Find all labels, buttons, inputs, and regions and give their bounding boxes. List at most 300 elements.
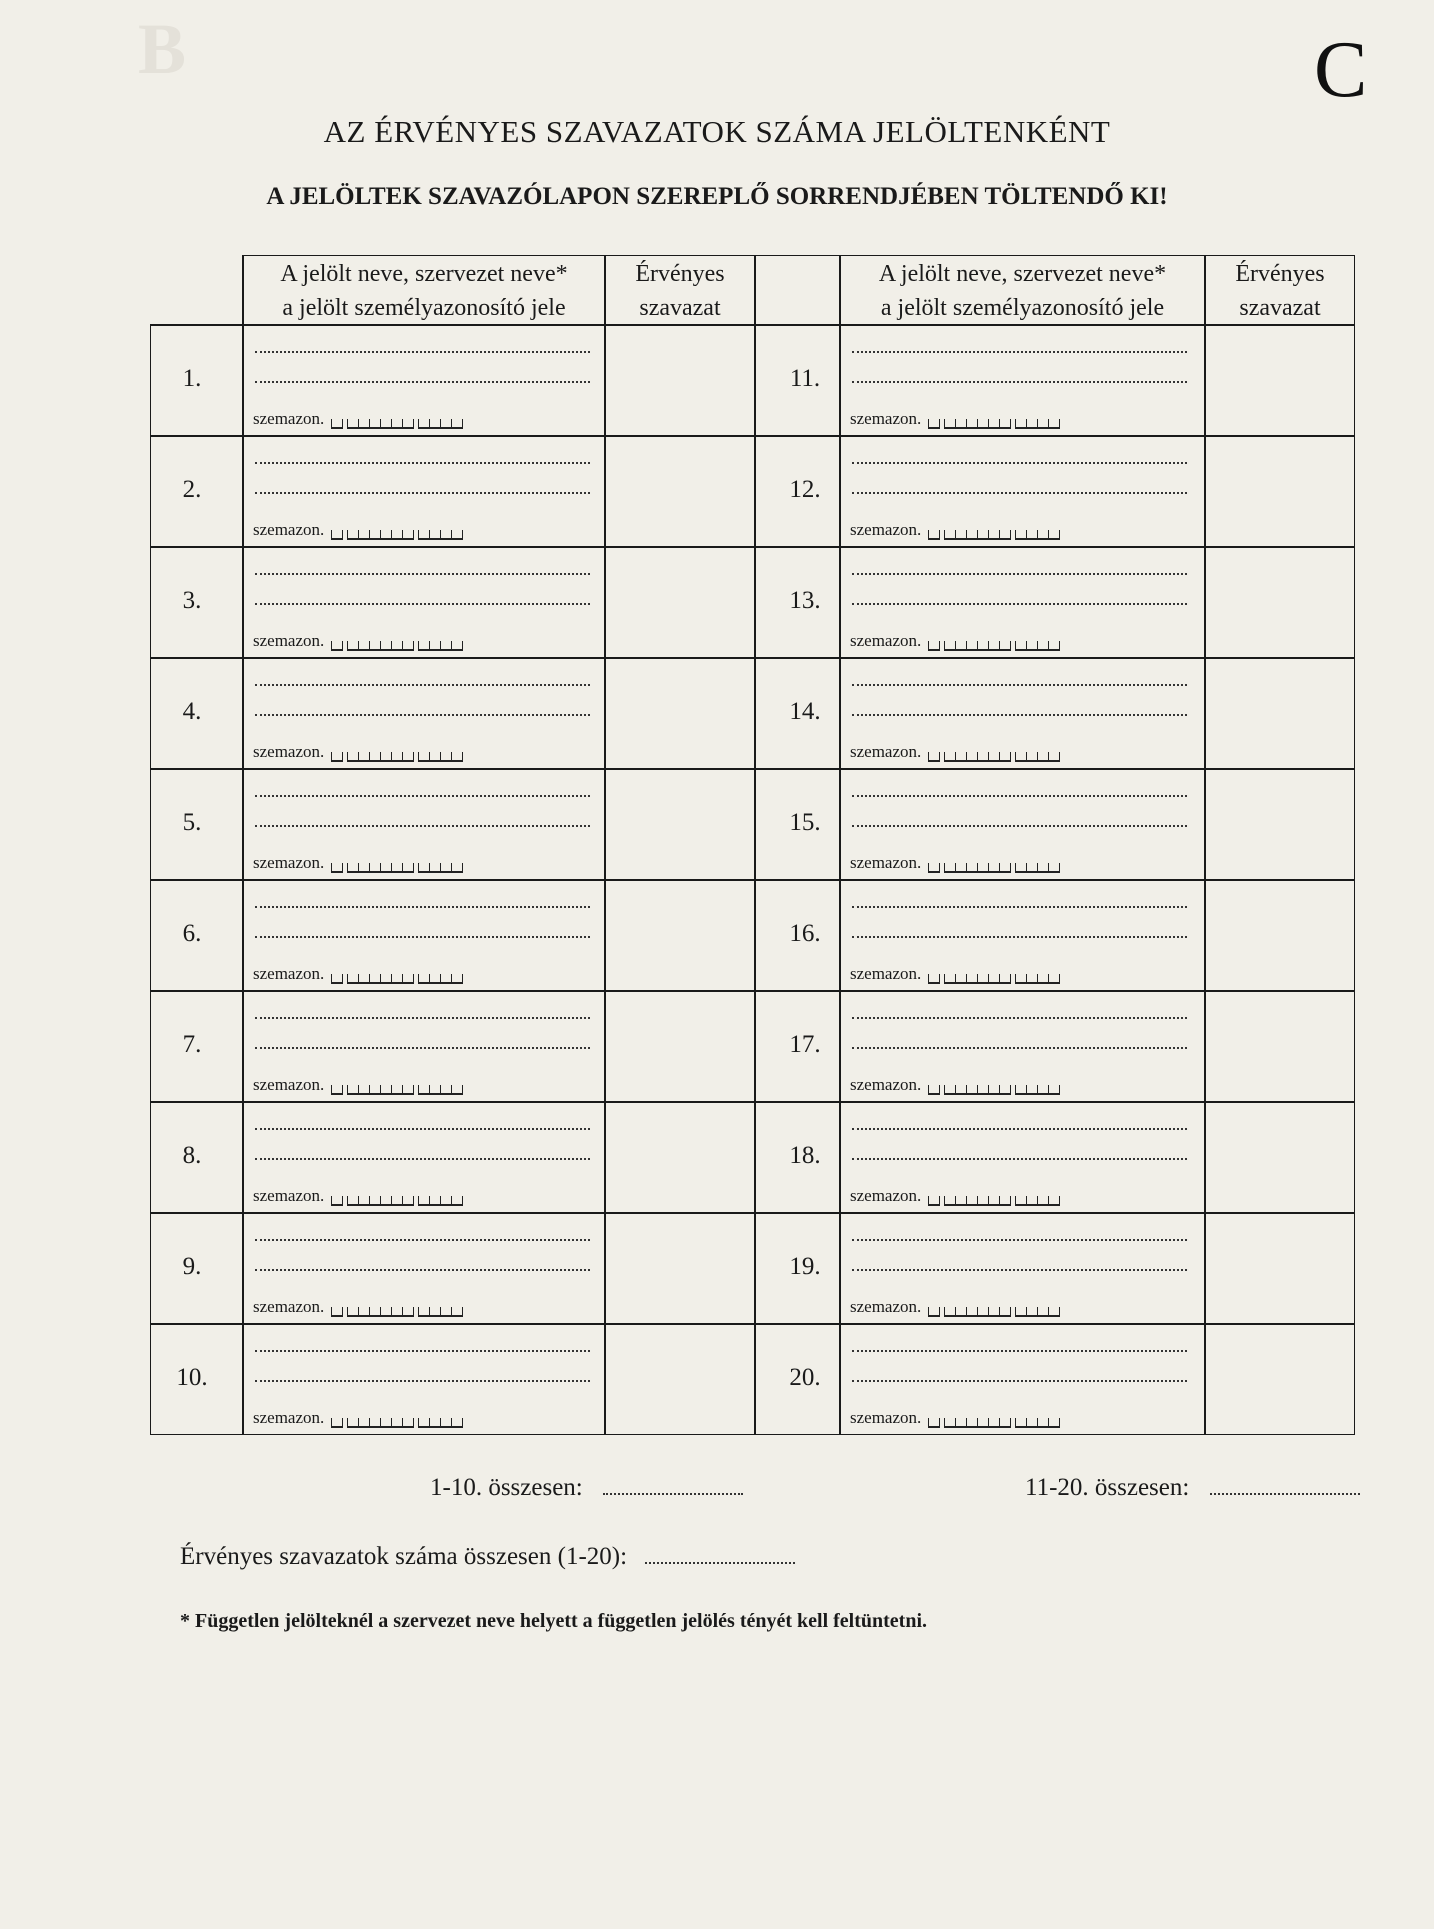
candidate-name-field[interactable] — [255, 381, 590, 383]
candidate-name-field[interactable] — [255, 714, 590, 716]
id-digit-box[interactable] — [429, 1418, 440, 1428]
id-digit-box[interactable] — [955, 1307, 966, 1317]
id-digit-box[interactable] — [1015, 1307, 1026, 1317]
id-digit-boxes[interactable] — [928, 863, 940, 873]
id-digit-boxes[interactable] — [331, 1418, 343, 1428]
valid-votes-cell[interactable] — [1205, 658, 1355, 769]
id-digit-box[interactable] — [955, 530, 966, 540]
id-digit-box[interactable] — [331, 863, 343, 873]
id-digit-box[interactable] — [1015, 1085, 1026, 1095]
id-digit-box[interactable] — [1048, 530, 1060, 540]
id-digit-box[interactable] — [391, 1418, 402, 1428]
id-digit-boxes[interactable] — [928, 1085, 940, 1095]
id-digit-box[interactable] — [391, 1196, 402, 1206]
valid-votes-cell[interactable] — [1205, 1213, 1355, 1324]
id-digit-box[interactable] — [928, 1085, 940, 1095]
candidate-name-field[interactable] — [255, 1047, 590, 1049]
candidate-name-field[interactable] — [852, 1269, 1187, 1271]
id-digit-box[interactable] — [944, 1085, 955, 1095]
id-digit-box[interactable] — [1037, 1418, 1048, 1428]
valid-votes-cell[interactable] — [1205, 769, 1355, 880]
id-digit-box[interactable] — [358, 1418, 369, 1428]
id-digit-box[interactable] — [347, 419, 358, 429]
id-digit-boxes[interactable] — [418, 752, 463, 762]
id-digit-boxes[interactable] — [1015, 530, 1060, 540]
id-digit-box[interactable] — [440, 863, 451, 873]
id-digit-boxes[interactable] — [944, 530, 1011, 540]
id-digit-box[interactable] — [391, 1085, 402, 1095]
valid-votes-cell[interactable] — [1205, 991, 1355, 1102]
candidate-name-field[interactable] — [852, 573, 1187, 575]
id-digit-box[interactable] — [402, 530, 414, 540]
subtotal-1-10-field[interactable] — [603, 1489, 743, 1495]
id-digit-box[interactable] — [358, 530, 369, 540]
id-digit-box[interactable] — [369, 1196, 380, 1206]
id-digit-box[interactable] — [928, 863, 940, 873]
id-digit-box[interactable] — [1015, 752, 1026, 762]
personal-id-field[interactable] — [253, 520, 463, 540]
id-digit-box[interactable] — [358, 752, 369, 762]
personal-id-field[interactable] — [253, 1297, 463, 1317]
id-digit-boxes[interactable] — [331, 1085, 343, 1095]
id-digit-boxes[interactable] — [347, 1307, 414, 1317]
id-digit-box[interactable] — [380, 1418, 391, 1428]
id-digit-boxes[interactable] — [1015, 641, 1060, 651]
id-digit-box[interactable] — [966, 1418, 977, 1428]
id-digit-box[interactable] — [418, 1418, 429, 1428]
id-digit-box[interactable] — [391, 641, 402, 651]
id-digit-box[interactable] — [331, 1085, 343, 1095]
id-digit-box[interactable] — [380, 1307, 391, 1317]
candidate-name-field[interactable] — [852, 603, 1187, 605]
id-digit-box[interactable] — [966, 863, 977, 873]
valid-votes-cell[interactable] — [1205, 1102, 1355, 1213]
id-digit-box[interactable] — [1048, 1418, 1060, 1428]
id-digit-box[interactable] — [440, 1196, 451, 1206]
id-digit-box[interactable] — [331, 1418, 343, 1428]
id-digit-box[interactable] — [1026, 1307, 1037, 1317]
candidate-name-field[interactable] — [852, 1239, 1187, 1241]
id-digit-box[interactable] — [955, 1418, 966, 1428]
id-digit-box[interactable] — [369, 752, 380, 762]
id-digit-box[interactable] — [928, 1418, 940, 1428]
id-digit-box[interactable] — [369, 1418, 380, 1428]
id-digit-boxes[interactable] — [928, 530, 940, 540]
personal-id-field[interactable] — [850, 742, 1060, 762]
id-digit-box[interactable] — [988, 1418, 999, 1428]
personal-id-field[interactable] — [850, 631, 1060, 651]
id-digit-box[interactable] — [331, 974, 343, 984]
id-digit-box[interactable] — [977, 752, 988, 762]
id-digit-box[interactable] — [1037, 863, 1048, 873]
id-digit-boxes[interactable] — [418, 419, 463, 429]
id-digit-box[interactable] — [955, 641, 966, 651]
personal-id-field[interactable] — [253, 853, 463, 873]
id-digit-boxes[interactable] — [944, 1307, 1011, 1317]
id-digit-box[interactable] — [1026, 1418, 1037, 1428]
candidate-name-field[interactable] — [255, 351, 590, 353]
id-digit-box[interactable] — [944, 863, 955, 873]
id-digit-box[interactable] — [331, 1307, 343, 1317]
personal-id-field[interactable] — [850, 1408, 1060, 1428]
id-digit-box[interactable] — [977, 641, 988, 651]
id-digit-boxes[interactable] — [347, 974, 414, 984]
id-digit-boxes[interactable] — [1015, 1307, 1060, 1317]
id-digit-box[interactable] — [955, 863, 966, 873]
id-digit-box[interactable] — [380, 974, 391, 984]
id-digit-box[interactable] — [999, 530, 1011, 540]
id-digit-box[interactable] — [928, 641, 940, 651]
id-digit-box[interactable] — [999, 863, 1011, 873]
id-digit-box[interactable] — [944, 974, 955, 984]
id-digit-box[interactable] — [440, 530, 451, 540]
id-digit-boxes[interactable] — [928, 974, 940, 984]
id-digit-box[interactable] — [955, 974, 966, 984]
id-digit-boxes[interactable] — [347, 641, 414, 651]
id-digit-boxes[interactable] — [944, 1418, 1011, 1428]
id-digit-boxes[interactable] — [1015, 1085, 1060, 1095]
id-digit-box[interactable] — [451, 641, 463, 651]
id-digit-box[interactable] — [955, 752, 966, 762]
id-digit-box[interactable] — [429, 1196, 440, 1206]
id-digit-box[interactable] — [1037, 1307, 1048, 1317]
id-digit-box[interactable] — [1037, 419, 1048, 429]
id-digit-box[interactable] — [369, 1307, 380, 1317]
personal-id-field[interactable] — [253, 409, 463, 429]
id-digit-box[interactable] — [402, 1307, 414, 1317]
id-digit-box[interactable] — [1037, 530, 1048, 540]
candidate-name-field[interactable] — [255, 825, 590, 827]
id-digit-box[interactable] — [380, 530, 391, 540]
id-digit-box[interactable] — [358, 1196, 369, 1206]
valid-votes-cell[interactable] — [605, 325, 755, 436]
id-digit-box[interactable] — [977, 974, 988, 984]
id-digit-boxes[interactable] — [944, 863, 1011, 873]
id-digit-box[interactable] — [402, 1196, 414, 1206]
id-digit-box[interactable] — [988, 1196, 999, 1206]
id-digit-box[interactable] — [1037, 752, 1048, 762]
id-digit-box[interactable] — [429, 1085, 440, 1095]
valid-votes-cell[interactable] — [605, 547, 755, 658]
id-digit-box[interactable] — [451, 530, 463, 540]
candidate-name-field[interactable] — [852, 906, 1187, 908]
candidate-name-field[interactable] — [255, 936, 590, 938]
id-digit-box[interactable] — [347, 752, 358, 762]
valid-votes-cell[interactable] — [605, 769, 755, 880]
id-digit-box[interactable] — [1026, 419, 1037, 429]
id-digit-box[interactable] — [966, 1085, 977, 1095]
candidate-name-field[interactable] — [852, 795, 1187, 797]
id-digit-box[interactable] — [928, 419, 940, 429]
id-digit-boxes[interactable] — [347, 863, 414, 873]
id-digit-box[interactable] — [1026, 1196, 1037, 1206]
id-digit-boxes[interactable] — [928, 419, 940, 429]
personal-id-field[interactable] — [253, 742, 463, 762]
id-digit-box[interactable] — [418, 752, 429, 762]
id-digit-box[interactable] — [380, 419, 391, 429]
id-digit-box[interactable] — [977, 1418, 988, 1428]
id-digit-box[interactable] — [1048, 1085, 1060, 1095]
id-digit-box[interactable] — [347, 974, 358, 984]
id-digit-box[interactable] — [944, 530, 955, 540]
personal-id-field[interactable] — [253, 631, 463, 651]
id-digit-box[interactable] — [429, 752, 440, 762]
id-digit-box[interactable] — [429, 863, 440, 873]
id-digit-box[interactable] — [988, 974, 999, 984]
id-digit-box[interactable] — [1015, 419, 1026, 429]
id-digit-box[interactable] — [358, 641, 369, 651]
id-digit-boxes[interactable] — [1015, 1418, 1060, 1428]
id-digit-box[interactable] — [391, 974, 402, 984]
id-digit-box[interactable] — [440, 1307, 451, 1317]
id-digit-box[interactable] — [369, 974, 380, 984]
id-digit-box[interactable] — [988, 752, 999, 762]
id-digit-box[interactable] — [347, 1085, 358, 1095]
id-digit-box[interactable] — [977, 1307, 988, 1317]
id-digit-boxes[interactable] — [347, 1085, 414, 1095]
id-digit-box[interactable] — [1037, 974, 1048, 984]
id-digit-box[interactable] — [944, 1418, 955, 1428]
id-digit-boxes[interactable] — [418, 1085, 463, 1095]
id-digit-box[interactable] — [418, 1196, 429, 1206]
id-digit-box[interactable] — [369, 1085, 380, 1095]
id-digit-box[interactable] — [977, 419, 988, 429]
id-digit-box[interactable] — [1015, 974, 1026, 984]
valid-votes-cell[interactable] — [1205, 547, 1355, 658]
id-digit-box[interactable] — [988, 641, 999, 651]
id-digit-box[interactable] — [358, 863, 369, 873]
candidate-name-field[interactable] — [852, 1128, 1187, 1130]
valid-votes-cell[interactable] — [605, 436, 755, 547]
candidate-name-field[interactable] — [255, 1239, 590, 1241]
id-digit-box[interactable] — [402, 863, 414, 873]
id-digit-box[interactable] — [944, 641, 955, 651]
id-digit-box[interactable] — [331, 419, 343, 429]
candidate-name-field[interactable] — [852, 684, 1187, 686]
candidate-name-field[interactable] — [255, 603, 590, 605]
id-digit-box[interactable] — [955, 1085, 966, 1095]
id-digit-box[interactable] — [429, 419, 440, 429]
id-digit-boxes[interactable] — [331, 641, 343, 651]
id-digit-boxes[interactable] — [331, 974, 343, 984]
candidate-name-field[interactable] — [852, 492, 1187, 494]
id-digit-box[interactable] — [418, 530, 429, 540]
personal-id-field[interactable] — [253, 1186, 463, 1206]
id-digit-box[interactable] — [1026, 863, 1037, 873]
id-digit-box[interactable] — [1037, 1085, 1048, 1095]
candidate-name-field[interactable] — [852, 1350, 1187, 1352]
valid-votes-cell[interactable] — [1205, 436, 1355, 547]
valid-votes-cell[interactable] — [1205, 1324, 1355, 1435]
personal-id-field[interactable] — [850, 853, 1060, 873]
id-digit-boxes[interactable] — [944, 419, 1011, 429]
candidate-name-field[interactable] — [852, 1017, 1187, 1019]
id-digit-box[interactable] — [1037, 1196, 1048, 1206]
candidate-name-field[interactable] — [255, 1158, 590, 1160]
id-digit-box[interactable] — [1048, 974, 1060, 984]
candidate-name-field[interactable] — [255, 684, 590, 686]
id-digit-box[interactable] — [380, 1196, 391, 1206]
id-digit-boxes[interactable] — [928, 752, 940, 762]
id-digit-box[interactable] — [347, 530, 358, 540]
id-digit-box[interactable] — [402, 974, 414, 984]
id-digit-box[interactable] — [418, 863, 429, 873]
id-digit-box[interactable] — [1015, 530, 1026, 540]
id-digit-boxes[interactable] — [347, 1418, 414, 1428]
id-digit-boxes[interactable] — [331, 1307, 343, 1317]
candidate-name-field[interactable] — [852, 1047, 1187, 1049]
id-digit-boxes[interactable] — [331, 863, 343, 873]
subtotal-11-20-field[interactable] — [1210, 1489, 1360, 1495]
id-digit-box[interactable] — [418, 641, 429, 651]
id-digit-box[interactable] — [440, 1418, 451, 1428]
personal-id-field[interactable] — [850, 520, 1060, 540]
candidate-name-field[interactable] — [255, 573, 590, 575]
candidate-name-field[interactable] — [255, 795, 590, 797]
id-digit-box[interactable] — [1048, 1196, 1060, 1206]
id-digit-boxes[interactable] — [944, 641, 1011, 651]
id-digit-box[interactable] — [1026, 1085, 1037, 1095]
id-digit-box[interactable] — [1015, 1418, 1026, 1428]
id-digit-box[interactable] — [369, 641, 380, 651]
personal-id-field[interactable] — [850, 1075, 1060, 1095]
id-digit-box[interactable] — [331, 1196, 343, 1206]
id-digit-box[interactable] — [380, 752, 391, 762]
id-digit-box[interactable] — [1015, 1196, 1026, 1206]
id-digit-box[interactable] — [988, 530, 999, 540]
id-digit-box[interactable] — [966, 752, 977, 762]
id-digit-box[interactable] — [1026, 974, 1037, 984]
personal-id-field[interactable] — [850, 409, 1060, 429]
id-digit-box[interactable] — [977, 1085, 988, 1095]
personal-id-field[interactable] — [253, 1408, 463, 1428]
id-digit-box[interactable] — [988, 419, 999, 429]
candidate-name-field[interactable] — [852, 1158, 1187, 1160]
id-digit-box[interactable] — [429, 530, 440, 540]
id-digit-box[interactable] — [966, 641, 977, 651]
id-digit-box[interactable] — [955, 1196, 966, 1206]
candidate-name-field[interactable] — [255, 1128, 590, 1130]
candidate-name-field[interactable] — [255, 492, 590, 494]
valid-votes-cell[interactable] — [605, 658, 755, 769]
id-digit-boxes[interactable] — [347, 1196, 414, 1206]
id-digit-boxes[interactable] — [928, 1418, 940, 1428]
id-digit-box[interactable] — [977, 530, 988, 540]
valid-votes-cell[interactable] — [1205, 880, 1355, 991]
id-digit-box[interactable] — [1048, 752, 1060, 762]
id-digit-box[interactable] — [347, 1307, 358, 1317]
id-digit-boxes[interactable] — [418, 1418, 463, 1428]
id-digit-box[interactable] — [955, 419, 966, 429]
id-digit-box[interactable] — [988, 1085, 999, 1095]
id-digit-boxes[interactable] — [347, 419, 414, 429]
id-digit-box[interactable] — [988, 863, 999, 873]
id-digit-boxes[interactable] — [944, 974, 1011, 984]
id-digit-box[interactable] — [966, 1196, 977, 1206]
candidate-name-field[interactable] — [255, 1350, 590, 1352]
id-digit-box[interactable] — [402, 752, 414, 762]
id-digit-box[interactable] — [928, 1307, 940, 1317]
id-digit-box[interactable] — [331, 752, 343, 762]
id-digit-box[interactable] — [944, 1307, 955, 1317]
id-digit-boxes[interactable] — [418, 1196, 463, 1206]
id-digit-box[interactable] — [380, 863, 391, 873]
id-digit-box[interactable] — [1037, 641, 1048, 651]
valid-votes-cell[interactable] — [605, 1102, 755, 1213]
id-digit-boxes[interactable] — [928, 641, 940, 651]
candidate-name-field[interactable] — [852, 1380, 1187, 1382]
candidate-name-field[interactable] — [852, 714, 1187, 716]
id-digit-box[interactable] — [380, 641, 391, 651]
id-digit-box[interactable] — [451, 752, 463, 762]
id-digit-boxes[interactable] — [418, 641, 463, 651]
id-digit-box[interactable] — [999, 1085, 1011, 1095]
id-digit-box[interactable] — [429, 641, 440, 651]
id-digit-box[interactable] — [977, 1196, 988, 1206]
id-digit-box[interactable] — [928, 974, 940, 984]
id-digit-box[interactable] — [999, 974, 1011, 984]
id-digit-box[interactable] — [391, 1307, 402, 1317]
id-digit-boxes[interactable] — [1015, 752, 1060, 762]
id-digit-boxes[interactable] — [944, 752, 1011, 762]
id-digit-box[interactable] — [451, 1085, 463, 1095]
id-digit-box[interactable] — [418, 974, 429, 984]
id-digit-box[interactable] — [928, 752, 940, 762]
id-digit-box[interactable] — [358, 419, 369, 429]
candidate-name-field[interactable] — [852, 462, 1187, 464]
candidate-name-field[interactable] — [852, 381, 1187, 383]
id-digit-box[interactable] — [358, 1307, 369, 1317]
id-digit-box[interactable] — [1015, 641, 1026, 651]
valid-votes-cell[interactable] — [1205, 325, 1355, 436]
id-digit-box[interactable] — [331, 530, 343, 540]
id-digit-box[interactable] — [1026, 752, 1037, 762]
id-digit-box[interactable] — [966, 419, 977, 429]
personal-id-field[interactable] — [850, 1186, 1060, 1206]
id-digit-boxes[interactable] — [944, 1196, 1011, 1206]
id-digit-box[interactable] — [1048, 419, 1060, 429]
id-digit-box[interactable] — [358, 974, 369, 984]
id-digit-boxes[interactable] — [347, 530, 414, 540]
id-digit-boxes[interactable] — [1015, 863, 1060, 873]
id-digit-box[interactable] — [944, 419, 955, 429]
id-digit-box[interactable] — [966, 1307, 977, 1317]
id-digit-box[interactable] — [1048, 863, 1060, 873]
id-digit-box[interactable] — [1026, 641, 1037, 651]
id-digit-boxes[interactable] — [331, 419, 343, 429]
candidate-name-field[interactable] — [852, 351, 1187, 353]
valid-votes-cell[interactable] — [605, 991, 755, 1102]
id-digit-box[interactable] — [928, 530, 940, 540]
candidate-name-field[interactable] — [255, 1269, 590, 1271]
valid-votes-cell[interactable] — [605, 1213, 755, 1324]
id-digit-box[interactable] — [402, 1418, 414, 1428]
id-digit-box[interactable] — [440, 641, 451, 651]
id-digit-boxes[interactable] — [418, 1307, 463, 1317]
id-digit-box[interactable] — [440, 1085, 451, 1095]
id-digit-boxes[interactable] — [418, 974, 463, 984]
id-digit-boxes[interactable] — [331, 530, 343, 540]
id-digit-box[interactable] — [391, 530, 402, 540]
id-digit-box[interactable] — [369, 530, 380, 540]
id-digit-box[interactable] — [451, 974, 463, 984]
personal-id-field[interactable] — [850, 964, 1060, 984]
id-digit-box[interactable] — [402, 1085, 414, 1095]
id-digit-box[interactable] — [418, 1085, 429, 1095]
id-digit-box[interactable] — [944, 1196, 955, 1206]
id-digit-box[interactable] — [999, 1196, 1011, 1206]
id-digit-box[interactable] — [988, 1307, 999, 1317]
